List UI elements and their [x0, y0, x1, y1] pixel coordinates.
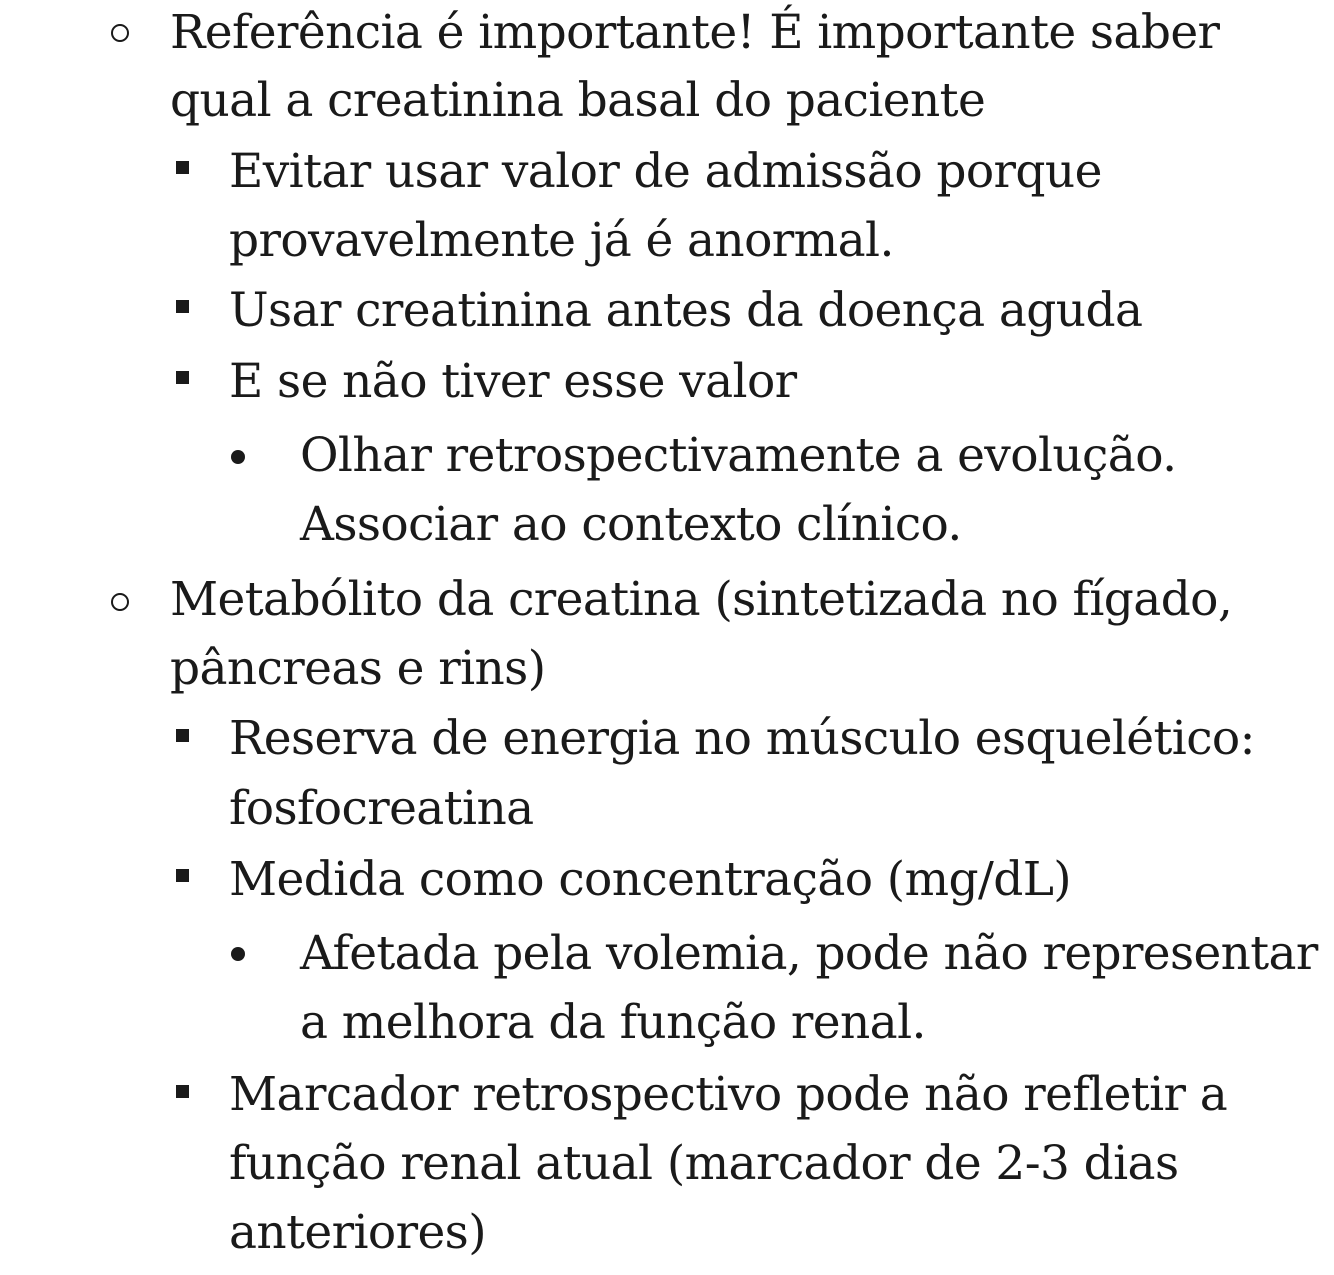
item-2-1-line-2: fosfocreatina [229, 781, 534, 836]
item-2-2-1-line-1: Afetada pela volemia, pode não representar [300, 926, 1318, 981]
item-2-3-line-1: Marcador retrospectivo pode não refletir a [229, 1067, 1228, 1122]
dot-bullet-icon [231, 450, 245, 464]
item-2-2-line-1: Medida como concentração (mg/dL) [229, 852, 1072, 907]
item-1-1-line-1: Evitar usar valor de admissão porque [229, 144, 1102, 199]
circle-bullet-icon [111, 24, 129, 42]
square-bullet-icon [176, 729, 189, 742]
item-2-line-2: pâncreas e rins) [170, 641, 546, 696]
item-2-line-1: Metabólito da creatina (sintetizada no fígado, [170, 572, 1233, 627]
item-1-3-line-1: E se não tiver esse valor [229, 354, 797, 409]
item-1-3-1-line-2: Associar ao contexto clínico. [300, 497, 962, 552]
item-2-3-line-3: anteriores) [229, 1205, 486, 1260]
item-1-3-1-line-1: Olhar retrospectivamente a evolução. [300, 428, 1177, 483]
dot-bullet-icon [231, 947, 245, 961]
square-bullet-icon [176, 869, 189, 882]
item-1-2-line-1: Usar creatinina antes da doença aguda [229, 283, 1143, 338]
item-2-1-line-1: Reserva de energia no músculo esquelético: [229, 711, 1255, 766]
item-1-line-2: qual a creatinina basal do paciente [170, 73, 986, 128]
item-2-3-line-2: função renal atual (marcador de 2-3 dias [229, 1136, 1179, 1191]
square-bullet-icon [176, 371, 189, 384]
item-1-line-1: Referência é importante! É importante saber [170, 5, 1220, 60]
square-bullet-icon [176, 161, 189, 174]
square-bullet-icon [176, 1085, 189, 1098]
item-1-1-line-2: provavelmente já é anormal. [229, 213, 894, 268]
circle-bullet-icon [111, 593, 129, 611]
item-2-2-1-line-2: a melhora da função renal. [300, 995, 926, 1050]
square-bullet-icon [176, 300, 189, 313]
